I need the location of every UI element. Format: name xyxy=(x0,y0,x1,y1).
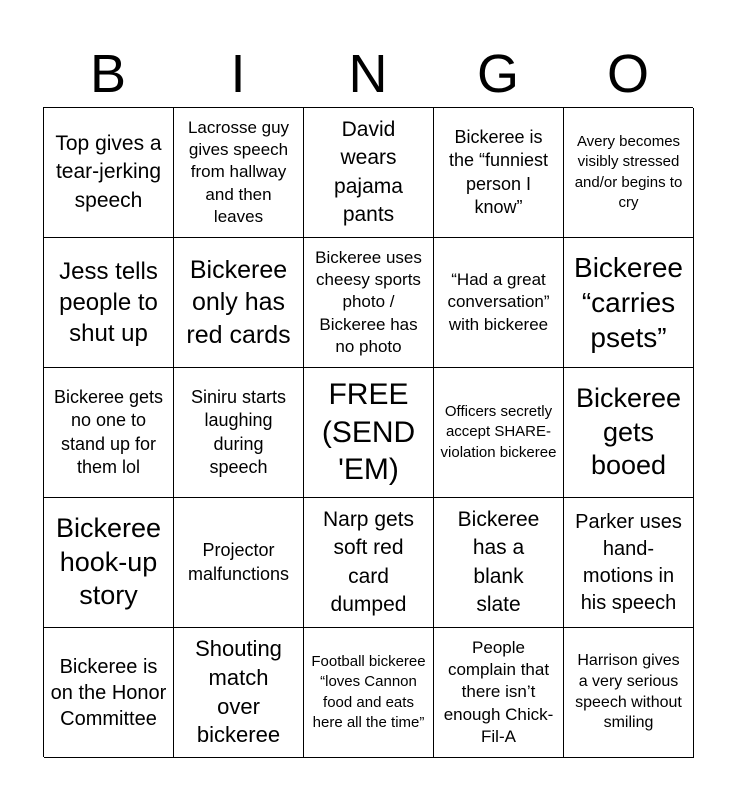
bingo-cell-r5-c1[interactable]: Bickeree is on the Honor Committee xyxy=(44,628,174,758)
bingo-cell-r4-c2[interactable]: Projector malfunctions xyxy=(174,498,304,628)
bingo-cell-r4-c4[interactable]: Bickeree has a blank slate xyxy=(434,498,564,628)
header-letter-g: G xyxy=(476,44,519,104)
bingo-cell-r3-c4[interactable]: Officers secretly accept SHARE-violation bickeree xyxy=(434,368,564,498)
bingo-cell-r5-c5[interactable]: Harrison gives a very serious speech without smiling xyxy=(564,628,694,758)
bingo-header xyxy=(43,40,693,108)
bingo-cell-r3-c1[interactable]: Bickeree gets no one to stand up for them lol xyxy=(44,368,174,498)
bingo-cell-r2-c2[interactable]: Bickeree only has red cards xyxy=(174,238,304,368)
bingo-cell-r3-c5[interactable]: Bickeree gets booed xyxy=(564,368,694,498)
bingo-cell-r2-c3[interactable]: Bickeree uses cheesy sports photo / Bickeree has no photo xyxy=(304,238,434,368)
bingo-board xyxy=(43,107,693,757)
bingo-cell-r2-c1[interactable]: Jess tells people to shut up xyxy=(44,238,174,368)
bingo-cell-free[interactable]: FREE (SEND 'EM) xyxy=(304,368,434,498)
bingo-cell-r1-c2[interactable]: Lacrosse guy gives speech from hallway and then leaves xyxy=(174,108,304,238)
header-letter-b: B xyxy=(89,44,127,104)
bingo-cell-r1-c4[interactable]: Bickeree is the “funniest person I know” xyxy=(434,108,564,238)
bingo-cell-r4-c1[interactable]: Bickeree hook-up story xyxy=(44,498,174,628)
header-letter-n: N xyxy=(348,44,388,104)
bingo-cell-r5-c3[interactable]: Football bickeree “loves Cannon food and eats here all the time” xyxy=(304,628,434,758)
header-letter-o: O xyxy=(606,44,649,104)
bingo-cell-r4-c3[interactable]: Narp gets soft red card dumped xyxy=(304,498,434,628)
bingo-cell-r1-c5[interactable]: Avery becomes visibly stressed and/or begins to cry xyxy=(564,108,694,238)
header-letter-i: I xyxy=(230,44,246,104)
bingo-cell-r2-c4[interactable]: “Had a great conversation” with bickeree xyxy=(434,238,564,368)
bingo-cell-r3-c2[interactable]: Siniru starts laughing during speech xyxy=(174,368,304,498)
bingo-cell-r5-c2[interactable]: Shouting match over bickeree xyxy=(174,628,304,758)
bingo-cell-r4-c5[interactable]: Parker uses hand-motions in his speech xyxy=(564,498,694,628)
bingo-cell-r1-c3[interactable]: David wears pajama pants xyxy=(304,108,434,238)
bingo-cell-r1-c1[interactable]: Top gives a tear-jerking speech xyxy=(44,108,174,238)
bingo-cell-r5-c4[interactable]: People complain that there isn’t enough Chick-Fil-A xyxy=(434,628,564,758)
bingo-cell-r2-c5[interactable]: Bickeree “carries psets” xyxy=(564,238,694,368)
